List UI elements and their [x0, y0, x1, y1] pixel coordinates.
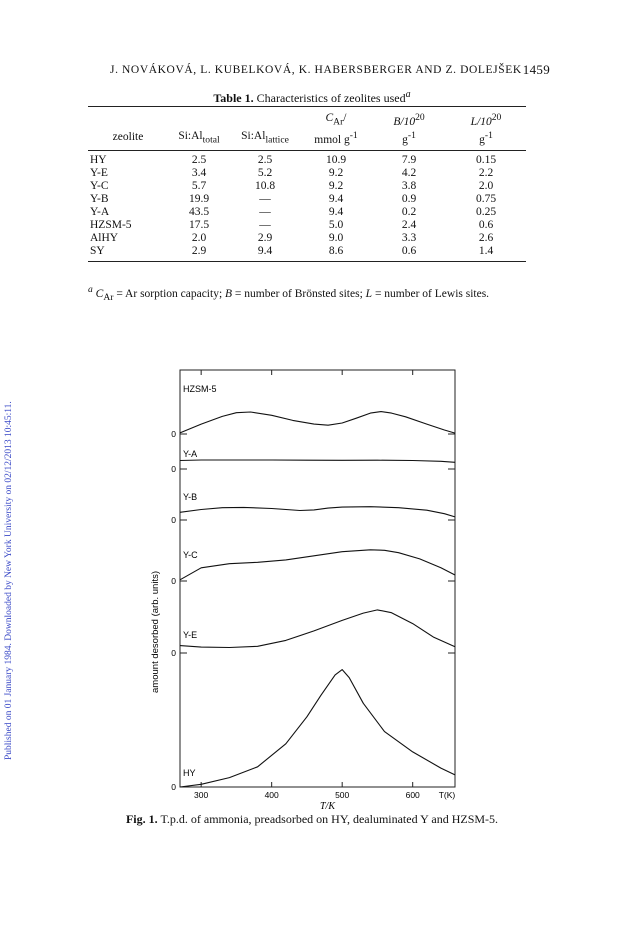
cell-si-al-total: 17.5: [188, 218, 210, 231]
cell-b: 2.4: [401, 218, 417, 231]
zero-label: 0: [171, 648, 176, 658]
cell-c-ar: 9.4: [328, 205, 344, 218]
cell-c-ar: 8.6: [300, 245, 372, 262]
cell-zeolite: Y-C: [90, 179, 109, 192]
cell-zeolite: Y-B: [90, 192, 109, 205]
series-line-y-e: [180, 610, 455, 648]
x-tick-label: 300: [194, 790, 209, 800]
cell-zeolite: Y-E: [90, 166, 108, 179]
table-row: [88, 232, 526, 245]
tpd-figure: [140, 362, 470, 810]
x-tick-label: 400: [264, 790, 279, 800]
cell-zeolite: SY: [88, 245, 168, 262]
header-si-al-total: $Si:Al_{total}$: [168, 129, 230, 150]
cell-b: 3.8: [401, 179, 417, 192]
header-c-ar-unit: mmol $g^{-1}$: [300, 129, 372, 150]
header-zeolite: zeolite: [88, 129, 168, 150]
cell-b: 0.6: [372, 245, 446, 262]
series-label-y-b: Y-B: [183, 492, 198, 502]
table-title-note-mark: a: [405, 89, 411, 100]
cell-c-ar: 9.2: [328, 179, 344, 192]
header-l: $L/10^{20}$: [446, 107, 526, 129]
cell-l: 2.0: [478, 179, 494, 192]
table-row: [88, 150, 526, 167]
cell-l: 1.4: [446, 245, 526, 262]
series-line-hzsm-5: [180, 412, 455, 434]
x-tick-label: 600: [405, 790, 420, 800]
plot-frame: [180, 370, 455, 787]
figure-caption: [0, 812, 624, 827]
series-label-hzsm-5: HZSM-5: [183, 384, 217, 394]
cell-l: 0.15: [475, 153, 497, 166]
cell-c-ar: 9.4: [328, 192, 344, 205]
header-c-ar: $C_{Ar}/$: [300, 107, 372, 129]
zero-label: 0: [171, 464, 176, 474]
table-row: [88, 167, 526, 180]
zero-label: 0: [171, 515, 176, 525]
y-axis-label: amount desorbed (arb. units): [150, 571, 161, 693]
cell-si-al-lattice: 9.4: [230, 245, 300, 262]
header-blank: [88, 107, 168, 129]
zeolite-table: [88, 106, 526, 262]
cell-l: 0.75: [475, 192, 497, 205]
table-row: [88, 206, 526, 219]
cell-zeolite: Y-A: [90, 205, 110, 218]
x-unit-tick-label: T(K): [438, 790, 456, 800]
series-label-y-e: Y-E: [183, 630, 198, 640]
cell-b: 0.2: [401, 205, 417, 218]
cell-l: 0.6: [478, 218, 494, 231]
series-label-hy: HY: [183, 768, 196, 778]
series-label-y-c: Y-C: [183, 550, 198, 560]
cell-si-al-lattice: —: [259, 192, 271, 205]
table-row: [88, 180, 526, 193]
series-line-hy: [180, 670, 455, 787]
cell-si-al-lattice: 10.8: [254, 179, 276, 192]
zero-label: 0: [171, 782, 176, 792]
cell-b: 7.9: [401, 153, 417, 166]
cell-c-ar: 5.0: [328, 218, 344, 231]
tpd-chart: [140, 362, 470, 810]
header-si-al-lattice: $Si:Al_{lattice}$: [230, 129, 300, 150]
cell-c-ar: 9.0: [328, 231, 344, 244]
zero-label: 0: [171, 576, 176, 586]
cell-zeolite: AlHY: [90, 231, 119, 244]
table-footnote: $^a$ $C_{Ar} = Ar$ sorption capacity; B = number of Brönsted sites; L = number of Lewis sites.: [88, 284, 490, 304]
cell-c-ar: 10.9: [325, 153, 347, 166]
cell-b: 0.9: [401, 192, 417, 205]
cell-c-ar: 9.2: [328, 166, 344, 179]
cell-si-al-total: 2.0: [191, 231, 207, 244]
cell-si-al-lattice: 5.2: [257, 166, 273, 179]
table-row: [88, 219, 526, 232]
cell-si-al-total: 43.5: [188, 205, 210, 218]
zero-label: 0: [171, 429, 176, 439]
cell-si-al-total: 19.9: [188, 192, 210, 205]
cell-l: 2.6: [478, 231, 494, 244]
page-number: 1459: [522, 62, 550, 77]
download-watermark: Published on 01 January 1984. Downloaded by New York University on 02/12/2013 10:45:11.: [4, 401, 14, 760]
cell-zeolite: HY: [90, 153, 107, 166]
cell-si-al-total: 5.7: [191, 179, 207, 192]
cell-si-al-total: 3.4: [191, 166, 207, 179]
cell-l: 2.2: [478, 166, 494, 179]
cell-si-al-total: 2.9: [168, 245, 230, 262]
header-b-unit: $g^{-1}$: [372, 129, 446, 150]
cell-b: 4.2: [401, 166, 417, 179]
cell-b: 3.3: [401, 231, 417, 244]
cell-si-al-total: 2.5: [191, 153, 207, 166]
series-line-y-b: [180, 507, 455, 517]
series-line-y-c: [180, 550, 455, 580]
series-label-y-a: Y-A: [183, 449, 198, 459]
cell-si-al-lattice: 2.5: [257, 153, 273, 166]
cell-si-al-lattice: —: [259, 205, 271, 218]
table-row: [88, 193, 526, 206]
cell-si-al-lattice: —: [259, 218, 271, 231]
header-b: $B/10^{20}$: [372, 107, 446, 129]
cell-zeolite: HZSM-5: [90, 218, 132, 231]
cell-si-al-lattice: 2.9: [257, 231, 273, 244]
cell-l: 0.25: [475, 205, 497, 218]
header-authors: J. NOVÁKOVÁ, L. KUBELKOVÁ, K. HABERSBERGER AND Z. DOLEJŠEK: [110, 64, 522, 76]
x-axis-label: T/K: [319, 801, 336, 810]
table-label: Table 1.: [213, 91, 254, 105]
table-title-text: Characteristics of zeolites used: [256, 91, 406, 105]
series-line-y-a: [180, 460, 455, 462]
x-tick-label: 500: [335, 790, 350, 800]
figure-caption-text: T.p.d. of ammonia, preadsorbed on HY, dealuminated Y and HZSM-5.: [160, 812, 499, 826]
header-l-unit: $g^{-1}$: [446, 129, 526, 150]
figure-label: Fig. 1.: [125, 812, 158, 826]
running-header: [110, 64, 550, 76]
table-title: [0, 89, 624, 106]
table-row: [88, 245, 526, 262]
